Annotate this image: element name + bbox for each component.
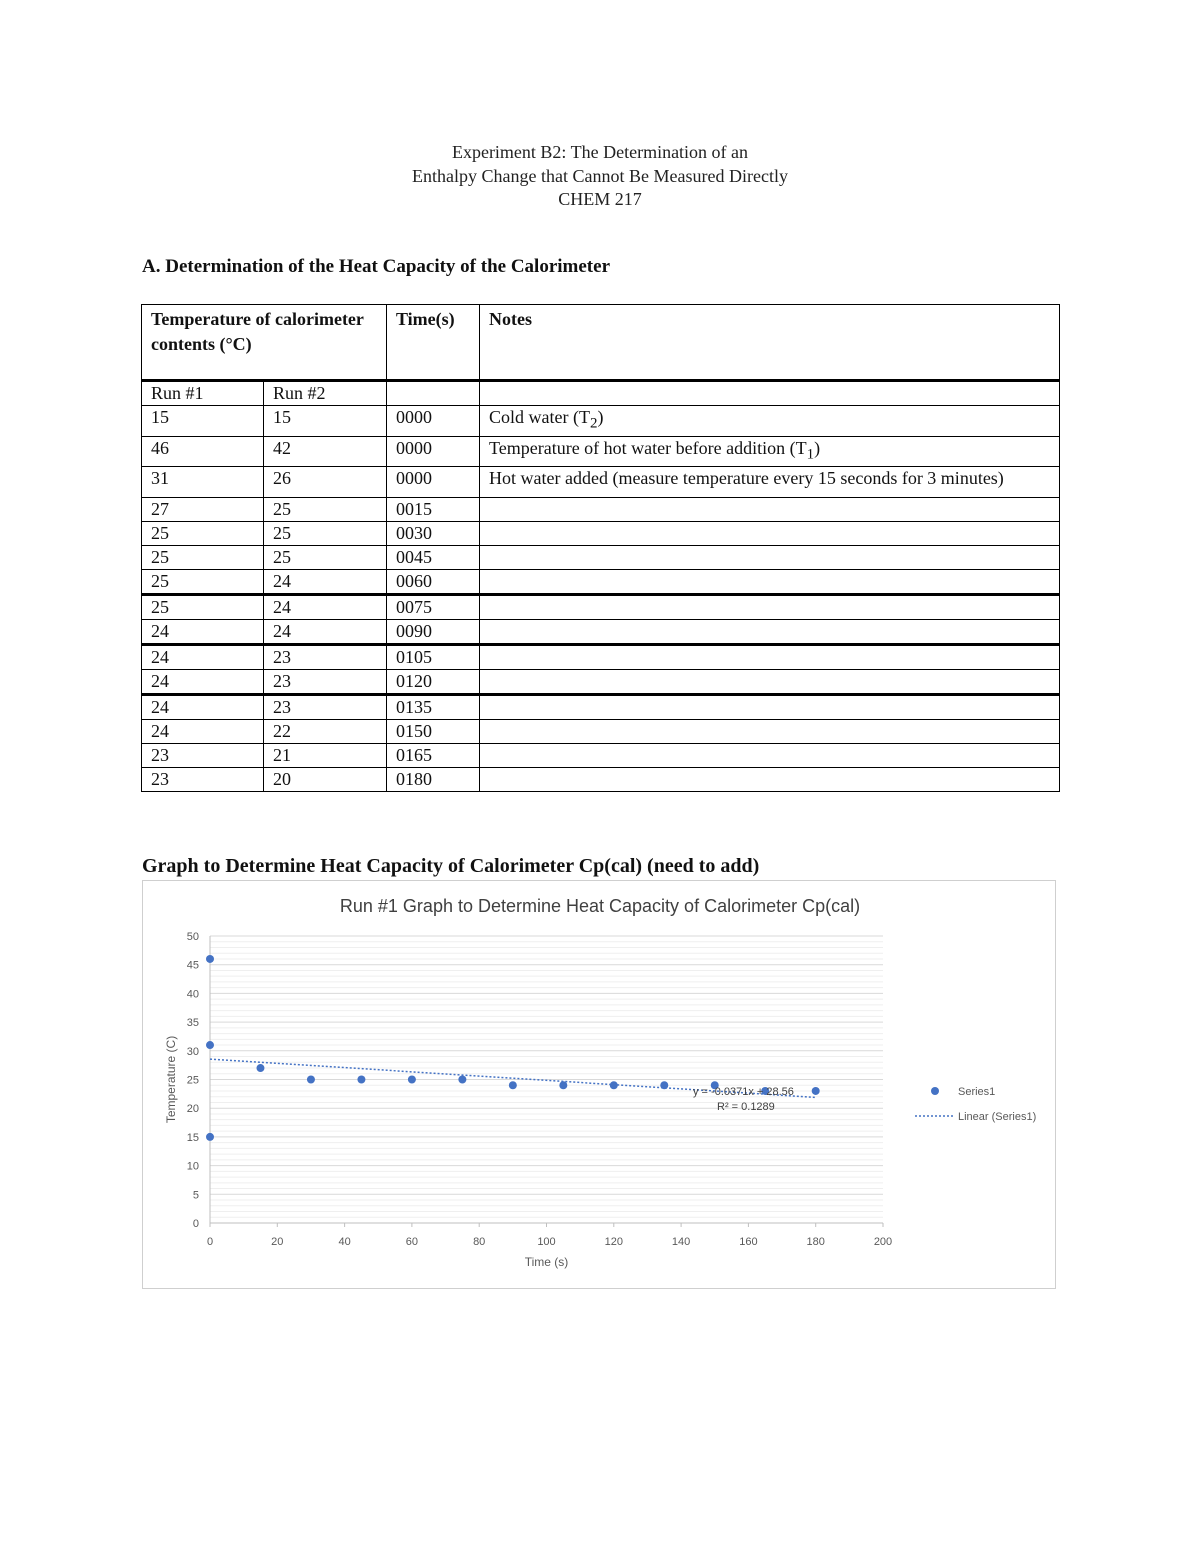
- header-temperature: Temperature of calorimeter contents (°C): [142, 305, 387, 381]
- table-row: [142, 619, 1060, 644]
- legend-series-label: Series1: [958, 1086, 996, 1098]
- y-tick-label: 0: [192, 1218, 199, 1230]
- cell-run2: 25: [264, 497, 387, 521]
- cell-run2: 24: [264, 619, 387, 644]
- cell-run1: 24: [142, 644, 264, 669]
- subheader-notes-empty: [480, 381, 1060, 406]
- y-tick-label: 25: [186, 1074, 199, 1087]
- cell-run2: 26: [264, 467, 387, 498]
- note-text: Hot water added (measure temperature every 15 seconds for 3 minutes): [489, 468, 1004, 489]
- data-point: [660, 1081, 668, 1089]
- cell-run1: 24: [142, 719, 264, 743]
- cell-note: [480, 545, 1060, 569]
- cell-time: 0045: [387, 545, 480, 569]
- subheader-row: [142, 381, 1060, 406]
- cell-note: [480, 467, 1060, 498]
- cell-run1: 24: [142, 619, 264, 644]
- subheader-run1: Run #1: [142, 381, 264, 406]
- data-point: [408, 1076, 416, 1084]
- x-tick-label: 0: [206, 1236, 214, 1248]
- cell-time: 0060: [387, 569, 480, 594]
- data-point: [812, 1087, 820, 1095]
- data-point: [610, 1081, 618, 1089]
- y-tick-label: 30: [186, 1045, 199, 1058]
- cell-note: [480, 569, 1060, 594]
- data-point: [206, 1133, 214, 1141]
- cell-run1: 25: [142, 569, 264, 594]
- cell-note: [480, 436, 1060, 467]
- header-time: Time(s): [387, 305, 480, 381]
- y-tick-label: 35: [186, 1017, 199, 1030]
- table-row: [142, 719, 1060, 743]
- cell-run1: 27: [142, 497, 264, 521]
- data-table: [141, 304, 1060, 792]
- table-row: [142, 644, 1060, 669]
- data-point: [509, 1081, 517, 1089]
- cell-note: [480, 694, 1060, 719]
- table-row: [142, 743, 1060, 767]
- cell-run1: 24: [142, 669, 264, 694]
- cell-run2: 21: [264, 743, 387, 767]
- cell-run2: 15: [264, 406, 387, 437]
- note-tail: ): [597, 407, 604, 427]
- cell-note: [480, 719, 1060, 743]
- data-point: [458, 1076, 466, 1084]
- cell-run2: 24: [264, 569, 387, 594]
- cell-run1: 31: [142, 467, 264, 498]
- note-text: Cold water (T: [489, 407, 590, 427]
- cell-time: 0000: [387, 467, 480, 498]
- x-axis-label: Time (s): [524, 1255, 569, 1269]
- cell-note: [480, 594, 1060, 619]
- cell-note: [480, 406, 1060, 437]
- cell-time: 0135: [387, 694, 480, 719]
- table-row: [142, 569, 1060, 594]
- cell-run2: 42: [264, 436, 387, 467]
- y-tick-label: 40: [186, 988, 199, 1001]
- scatter-chart: [143, 881, 1057, 1290]
- cell-time: 0075: [387, 594, 480, 619]
- x-tick-label: 120: [604, 1236, 623, 1248]
- header-line-3: CHEM 217: [558, 189, 642, 209]
- x-tick-label: 20: [271, 1236, 284, 1248]
- x-tick-label: 160: [739, 1236, 758, 1248]
- cell-run1: 25: [142, 521, 264, 545]
- cell-run2: 22: [264, 719, 387, 743]
- subheader-time-empty: [387, 381, 480, 406]
- cell-run1: 46: [142, 436, 264, 467]
- cell-note: [480, 497, 1060, 521]
- note-subscript: 2: [589, 415, 598, 432]
- table-row: [142, 406, 1060, 437]
- y-tick-label: 20: [186, 1103, 199, 1116]
- graph-section-title: Graph to Determine Heat Capacity of Calorimeter Cp(cal) (need to add): [142, 855, 760, 877]
- cell-time: 0000: [387, 436, 480, 467]
- table-row: [142, 436, 1060, 467]
- data-point: [256, 1064, 264, 1072]
- cell-note: [480, 619, 1060, 644]
- y-tick-label: 45: [186, 959, 199, 972]
- subheader-run2: Run #2: [264, 381, 387, 406]
- x-tick-label: 60: [405, 1236, 419, 1248]
- section-a-title: A. Determination of the Heat Capacity of the Calorimeter: [142, 256, 611, 277]
- cell-run1: 25: [142, 545, 264, 569]
- cell-run2: 25: [264, 545, 387, 569]
- chart-container: [142, 880, 1056, 1289]
- cell-note: [480, 743, 1060, 767]
- cell-run2: 23: [264, 644, 387, 669]
- x-tick-label: 140: [671, 1236, 691, 1248]
- x-tick-label: 80: [473, 1236, 486, 1248]
- document-header: [0, 141, 1200, 212]
- cell-time: 0015: [387, 497, 480, 521]
- trendline-r2: R² = 0.1289: [717, 1101, 775, 1113]
- note-tail: ): [814, 437, 821, 458]
- y-axis-label: Temperature (C): [164, 1035, 178, 1124]
- chart-title: Run #1 Graph to Determine Heat Capacity of Calorimeter Cp(cal): [339, 896, 861, 916]
- cell-run2: 25: [264, 521, 387, 545]
- x-tick-label: 200: [873, 1236, 893, 1248]
- x-tick-label: 40: [338, 1236, 351, 1248]
- data-point: [206, 955, 214, 963]
- cell-run2: 20: [264, 767, 387, 791]
- table-row: [142, 669, 1060, 694]
- cell-run2: 23: [264, 694, 387, 719]
- data-point: [307, 1076, 315, 1084]
- table-row: [142, 594, 1060, 619]
- cell-note: [480, 644, 1060, 669]
- legend-series-marker: [931, 1087, 939, 1095]
- cell-note: [480, 521, 1060, 545]
- cell-time: 0090: [387, 619, 480, 644]
- y-tick-label: 5: [192, 1189, 199, 1202]
- cell-run1: 15: [142, 406, 264, 437]
- trendline-equation: y = -0.0371x + 28.56: [693, 1086, 794, 1098]
- cell-time: 0105: [387, 644, 480, 669]
- table-row: [142, 694, 1060, 719]
- x-tick-label: 100: [537, 1236, 556, 1248]
- cell-run1: 24: [142, 694, 264, 719]
- legend-trendline-label: Linear (Series1): [958, 1111, 1037, 1123]
- cell-time: 0150: [387, 719, 480, 743]
- data-point: [559, 1081, 567, 1089]
- header-notes: Notes: [480, 305, 1060, 381]
- y-tick-label: 10: [186, 1160, 199, 1173]
- data-point: [206, 1041, 214, 1049]
- cell-run1: 25: [142, 594, 264, 619]
- header-line-2: Enthalpy Change that Cannot Be Measured Directly: [412, 165, 788, 186]
- cell-time: 0030: [387, 521, 480, 545]
- cell-run2: 23: [264, 669, 387, 694]
- note-text: Temperature of hot water before addition (T: [489, 437, 807, 458]
- note-subscript: 1: [806, 446, 815, 463]
- cell-note: [480, 767, 1060, 791]
- table-row: [142, 467, 1060, 498]
- cell-run2: 24: [264, 594, 387, 619]
- table-row: [142, 521, 1060, 545]
- header-line-1: Experiment B2: The Determination of an: [451, 142, 749, 162]
- cell-time: 0165: [387, 743, 480, 767]
- y-tick-label: 15: [186, 1131, 199, 1144]
- y-tick-label: 50: [186, 931, 199, 943]
- cell-run1: 23: [142, 743, 264, 767]
- data-point: [357, 1076, 365, 1084]
- cell-time: 0180: [387, 767, 480, 791]
- table-row: [142, 545, 1060, 569]
- table-row: [142, 497, 1060, 521]
- cell-run1: 23: [142, 767, 264, 791]
- table-row: [142, 767, 1060, 791]
- cell-time: 0120: [387, 669, 480, 694]
- cell-note: [480, 669, 1060, 694]
- x-tick-label: 180: [806, 1236, 825, 1248]
- cell-time: 0000: [387, 406, 480, 437]
